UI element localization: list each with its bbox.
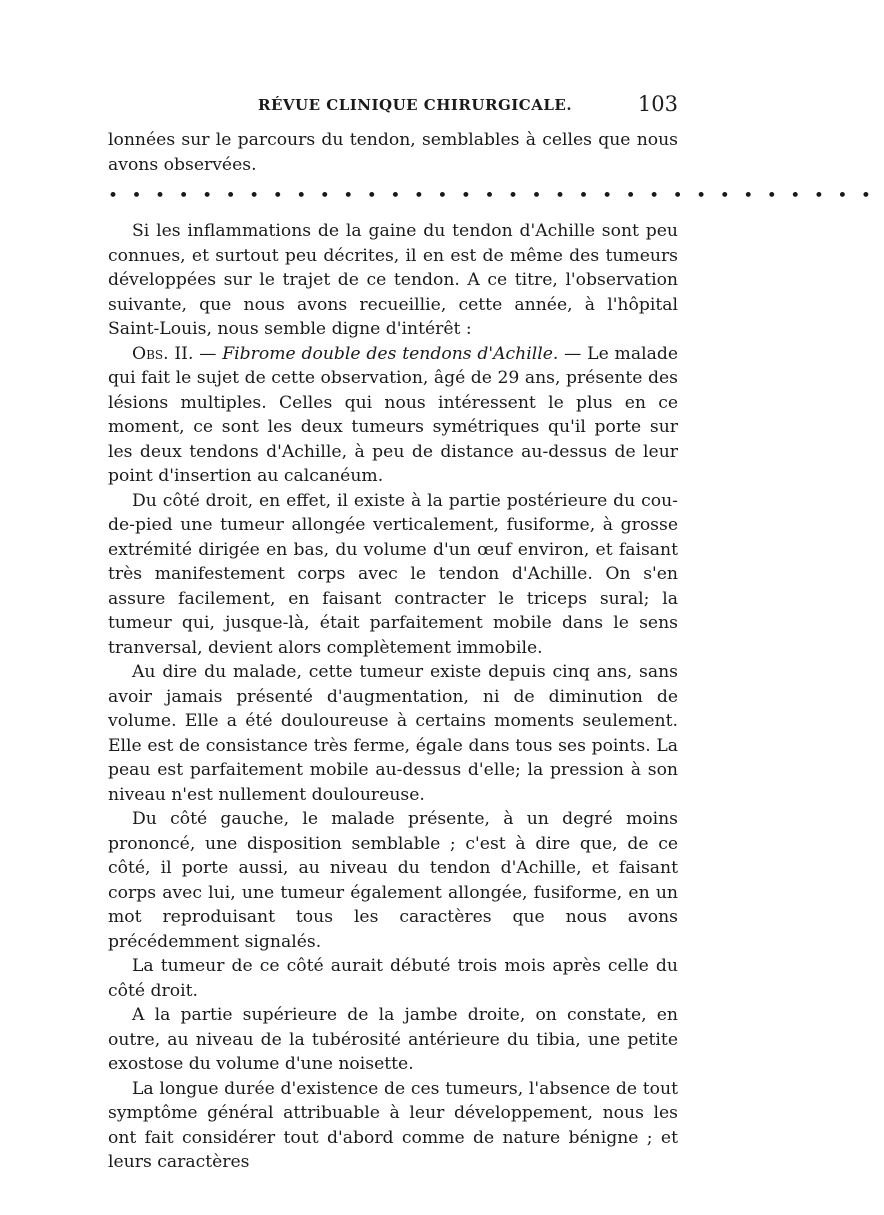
body-text: [108, 128, 884, 1175]
observation-text: — Le malade qui fait le sujet de cette observation, âgé de 29 ans, présente des lésions multiples. Celles qui nous intéressent le plus en ce moment, ce sont les deux tumeurs symétriques qu'il porte sur les deux tendons d'Achille, à peu de distance au-dessus de leur point d'insertion au calcanéum.: [108, 343, 679, 486]
paragraph-continuation: lonnées sur le parcours du tendon, semblables à celles que nous avons observées.: [108, 130, 678, 175]
observation-title: Fibrome double des tendons d'Achille.: [222, 343, 559, 364]
paragraph-intro: Si les inflammations de la gaine du tendon d'Achille sont peu connues, et surtout peu décrites, il en est de même des tumeurs développées sur le trajet de ce tendon. A ce titre, l'observation suivante, que nous avons recueillie, cette année, à l'hôpital Saint-Louis, nous semble digne d'intérêt :: [108, 221, 678, 339]
running-title: RÉVUE CLINIQUE CHIRURGICALE.: [258, 96, 573, 114]
page-number: 103: [637, 92, 678, 116]
paragraph-history: Au dire du malade, cette tumeur existe depuis cinq ans, sans avoir jamais présenté d'augmentation, ni de diminution de volume. Elle a été douloureuse à certains moments seulement. Elle est de consistance très ferme, égale dans tous ses points. La peau est parfaitement mobile au-dessus d'elle; la pression à son niveau n'est nullement douloureuse.: [108, 662, 678, 805]
page-header: [108, 92, 678, 122]
paragraph-left-side: Du côté gauche, le malade présente, à un degré moins prononcé, une disposition semblable ; c'est à dire que, de ce côté, il porte aussi, au niveau du tendon d'Achille, et faisant corps avec lui, une tumeur également allongée, fusiforme, en un mot reproduisant tous les caractères que nous avons précédemment signalés.: [108, 809, 678, 952]
paragraph-conclusion: La longue durée d'existence de ces tumeurs, l'absence de tout symptôme général attribuable à leur développement, nous les ont fait considérer tout d'abord comme de nature bénigne ; et leurs caractères: [108, 1078, 678, 1172]
paragraph-observation: [108, 342, 678, 489]
observation-label: Obs. II. —: [132, 343, 217, 364]
paragraph-exostosis: A la partie supérieure de la jambe droite, on constate, en outre, au niveau de la tubérosité antérieure du tibia, une petite exostose du volume d'une noisette.: [108, 1005, 678, 1074]
paragraph-onset: La tumeur de ce côté aurait débuté trois mois après celle du côté droit.: [108, 956, 678, 1001]
paragraph-right-side: Du côté droit, en effet, il existe à la partie postérieure du cou-de-pied une tumeur allongée verticalement, fusiforme, à grosse extrémité dirigée en bas, du volume d'un œuf environ, et faisant très manifestement corps avec le tendon d'Achille. On s'en assure facilement, en faisant contracter le triceps sural; la tumeur qui, jusque-là, était parfaitement mobile dans le sens tranversal, devient alors complètement immobile.: [108, 490, 678, 658]
ellipsis-separator: •••••••••••••••••••••••••••••••••: [108, 186, 884, 206]
